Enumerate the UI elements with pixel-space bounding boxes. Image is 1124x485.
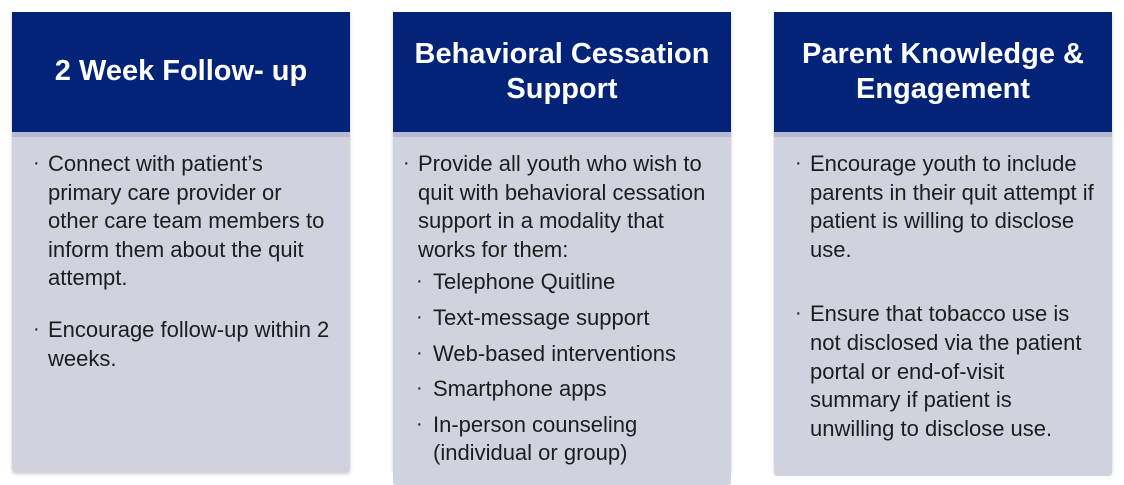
bullet-item — [24, 316, 338, 373]
bullet-item — [416, 375, 723, 404]
bullet-item — [401, 150, 723, 264]
bullet-dot: · — [416, 270, 423, 293]
bullet-dot: · — [416, 377, 423, 400]
bullet-item — [786, 300, 1100, 443]
bullet-dot: · — [33, 317, 40, 340]
bullet-text: Smartphone apps — [433, 376, 607, 402]
info-card — [393, 12, 731, 472]
bullet-text: Text-message support — [433, 304, 650, 330]
bullet-item — [24, 150, 338, 293]
bullet-text: Connect with patient’s primary care provider or other care team members to inform them about the quit attempt. — [48, 151, 325, 291]
bullet-dot: · — [416, 305, 423, 328]
card-title: 2 Week Follow- up — [54, 55, 308, 88]
bullet-dot: · — [416, 341, 423, 364]
info-card — [774, 12, 1112, 472]
bullet-text: Ensure that tobacco use is not disclosed via the patient portal or end-of-visit summary if patient is unwilling to disclose use. — [810, 301, 1082, 441]
card-bullets — [393, 137, 731, 485]
bullet-item — [416, 340, 723, 369]
bullet-dot: · — [795, 302, 802, 325]
card-title: Behavioral Cessation Support — [414, 37, 710, 105]
bullet-text: Encourage follow-up within 2 weeks. — [48, 316, 330, 371]
bullet-item — [416, 411, 723, 468]
card-bullets — [774, 137, 1112, 476]
card-header — [12, 12, 350, 132]
card-title: Parent Knowledge & Engagement — [802, 37, 1084, 105]
info-card — [12, 12, 350, 472]
bullet-text: Web-based interventions — [433, 340, 676, 366]
bullet-text: Provide all youth who wish to quit with behavioral cessation support in a modality that works for them: — [418, 151, 706, 262]
bullet-dot: · — [403, 152, 410, 174]
bullet-text: Encourage youth to include parents in their quit attempt if patient is willing to disclose use. — [810, 151, 1094, 262]
bullet-text: Telephone Quitline — [433, 269, 616, 295]
bullet-item — [416, 304, 723, 333]
card-header — [393, 12, 731, 132]
card-bullets — [12, 137, 350, 472]
bullet-item — [786, 150, 1100, 264]
bullet-dot: · — [33, 152, 40, 174]
bullet-dot: · — [416, 412, 423, 435]
bullet-item — [416, 268, 723, 297]
bullet-text: In-person counseling (individual or group) — [433, 411, 638, 466]
bullet-dot: · — [795, 152, 802, 174]
card-header — [774, 12, 1112, 132]
